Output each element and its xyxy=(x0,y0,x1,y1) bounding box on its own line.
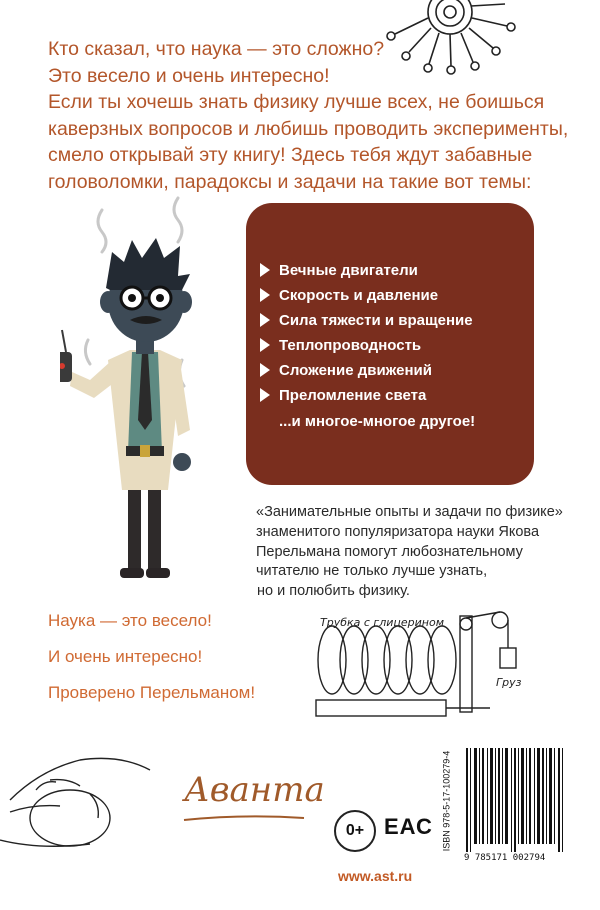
topic-label: Скорость и давление xyxy=(279,286,439,304)
topic-item xyxy=(260,384,426,406)
triangle-bullet-icon xyxy=(260,288,270,302)
triangle-bullet-icon xyxy=(260,263,270,277)
isbn-text: ISBN 978-5-17-100279-4 xyxy=(441,750,452,852)
intro-text xyxy=(48,36,588,196)
book-line: но и полюбить физику. xyxy=(257,583,410,600)
intro-line: Это весело и очень интересно! xyxy=(48,64,330,87)
topic-item xyxy=(260,309,473,331)
topics-panel xyxy=(246,203,534,485)
hand-sketch xyxy=(0,740,170,860)
topic-item xyxy=(260,359,432,381)
barcode-block xyxy=(426,748,576,860)
topic-label: Вечные двигатели xyxy=(279,261,418,279)
diagram-label-weight: Груз xyxy=(496,676,522,689)
topic-label: Теплопроводность xyxy=(279,336,422,354)
topic-label: Преломление света xyxy=(279,386,427,404)
triangle-bullet-icon xyxy=(260,313,270,327)
publisher-logo xyxy=(180,762,325,832)
book-line: знаменитого популяризатора науки Якова xyxy=(256,523,540,540)
publisher-logo-text: Аванта xyxy=(184,770,325,810)
triangle-bullet-icon xyxy=(260,363,270,377)
book-line: «Занимательные опыты и задачи по физике» xyxy=(256,504,563,520)
intro-line: Кто сказал, что наука — это сложно? xyxy=(48,38,385,60)
slogan: Проверено Перельманом! xyxy=(48,683,256,702)
triangle-bullet-icon xyxy=(260,388,270,402)
barcode-digits: 9 785171 002794 xyxy=(464,853,546,860)
topic-item xyxy=(260,334,421,356)
topic-item xyxy=(260,284,438,306)
book-line: читателю не только лучше узнать, xyxy=(256,563,488,580)
intro-line: головоломки, парадоксы и задачи на такие вот темы: xyxy=(48,170,532,193)
slogan: Наука — это весело! xyxy=(48,611,212,630)
intro-line: Если ты хочешь знать физику лучше всех, не боишься xyxy=(48,91,545,114)
topic-item xyxy=(260,259,418,281)
book-description xyxy=(256,503,596,602)
topic-label: Сила тяжести и вращение xyxy=(279,311,473,329)
triangle-bullet-icon xyxy=(260,338,270,352)
barcode-icon xyxy=(464,748,572,860)
diagram-label-tube: Трубка с глицерином xyxy=(320,616,444,629)
eac-mark: ЕАС xyxy=(384,814,433,839)
scientist-illustration xyxy=(60,190,210,585)
topics-more: ...и многое-многое другое! xyxy=(279,413,476,430)
glycerin-tube-diagram xyxy=(310,600,540,730)
book-line: Перельмана помогут любознательному xyxy=(256,543,523,560)
intro-line: каверзных вопросов и любишь проводить эксперименты, xyxy=(48,117,569,140)
slogan: И очень интересно! xyxy=(48,647,203,666)
intro-line: смело открывай эту книгу! Здесь тебя ждут забавные xyxy=(48,144,533,167)
topic-label: Сложение движений xyxy=(279,361,432,379)
age-rating-badge: 0+ xyxy=(334,810,376,852)
isbn-label xyxy=(441,748,458,860)
website-link[interactable]: www.ast.ru xyxy=(338,868,413,884)
